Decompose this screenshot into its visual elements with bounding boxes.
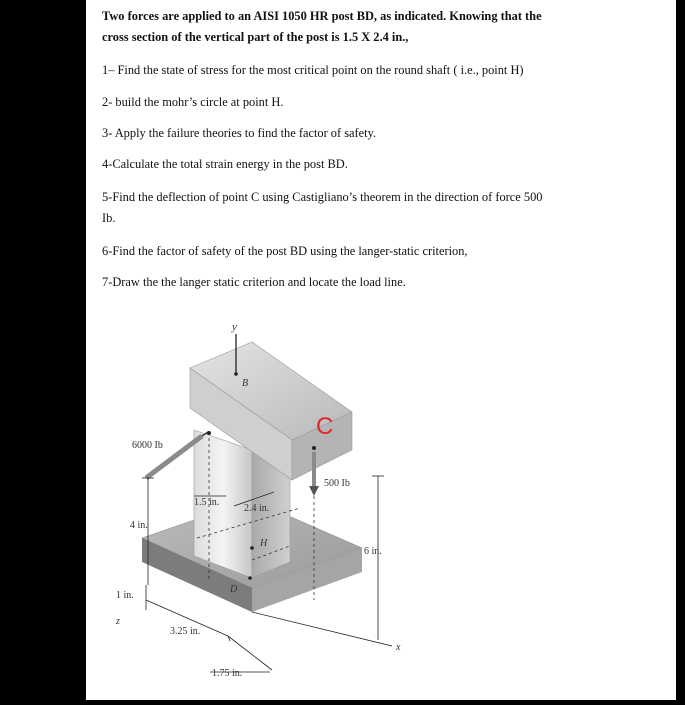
intro-line-2: cross section of the vertical part of the post is 1.5 X 2.4 in., bbox=[102, 30, 409, 44]
document-page bbox=[86, 0, 676, 700]
point-h-label: H bbox=[260, 538, 268, 549]
dim-4-line bbox=[142, 478, 154, 585]
force-6000-label: 6000 Ib bbox=[132, 440, 163, 451]
intro-line-1: Two forces are applied to an AISI 1050 HR post BD, as indicated. Knowing that the bbox=[102, 9, 542, 23]
post-diagram bbox=[102, 300, 422, 700]
dim-1-75-line bbox=[210, 612, 392, 672]
question-1: 1– Find the state of stress for the most critical point on the round shaft ( i.e., point H) bbox=[102, 63, 524, 77]
point-h-dot bbox=[250, 546, 254, 550]
question-4: 4-Calculate the total strain energy in the post BD. bbox=[102, 157, 348, 171]
dim-4-label: 4 in. bbox=[130, 520, 148, 531]
dim-1-75-label: 1.75 in. bbox=[212, 668, 243, 679]
x-axis-label: x bbox=[396, 642, 401, 653]
question-5-line-1: 5-Find the deflection of point C using Castigliano’s theorem in the direction of force 500 bbox=[102, 190, 543, 204]
point-b-label: B bbox=[242, 378, 249, 389]
force-500-label: 500 Ib bbox=[324, 478, 350, 489]
dim-3-25-label: 3.25 in. bbox=[170, 626, 201, 637]
dim-1-label: 1 in. bbox=[116, 590, 134, 601]
question-5-line-2: Ib. bbox=[102, 211, 116, 225]
point-d-label: D bbox=[230, 584, 238, 595]
post-figure bbox=[102, 300, 422, 700]
point-c-marker: C bbox=[316, 413, 334, 440]
question-6: 6-Find the factor of safety of the post BD using the langer-static criterion, bbox=[102, 244, 468, 258]
question-2: 2- build the mohr’s circle at point H. bbox=[102, 95, 284, 109]
point-d-dot bbox=[248, 576, 252, 580]
question-3: 3- Apply the failure theories to find the factor of safety. bbox=[102, 126, 377, 140]
dim-1-5-label: 1.5 in. bbox=[194, 497, 220, 508]
y-axis-label: y bbox=[232, 321, 237, 333]
dim-6-label: 6 in. bbox=[364, 546, 382, 557]
z-axis-label: z bbox=[116, 616, 120, 627]
question-7: 7-Draw the the langer static criterion and locate the load line. bbox=[102, 275, 406, 289]
dim-2-4-label: 2.4 in. bbox=[244, 503, 270, 514]
dim-6-line bbox=[372, 476, 384, 640]
